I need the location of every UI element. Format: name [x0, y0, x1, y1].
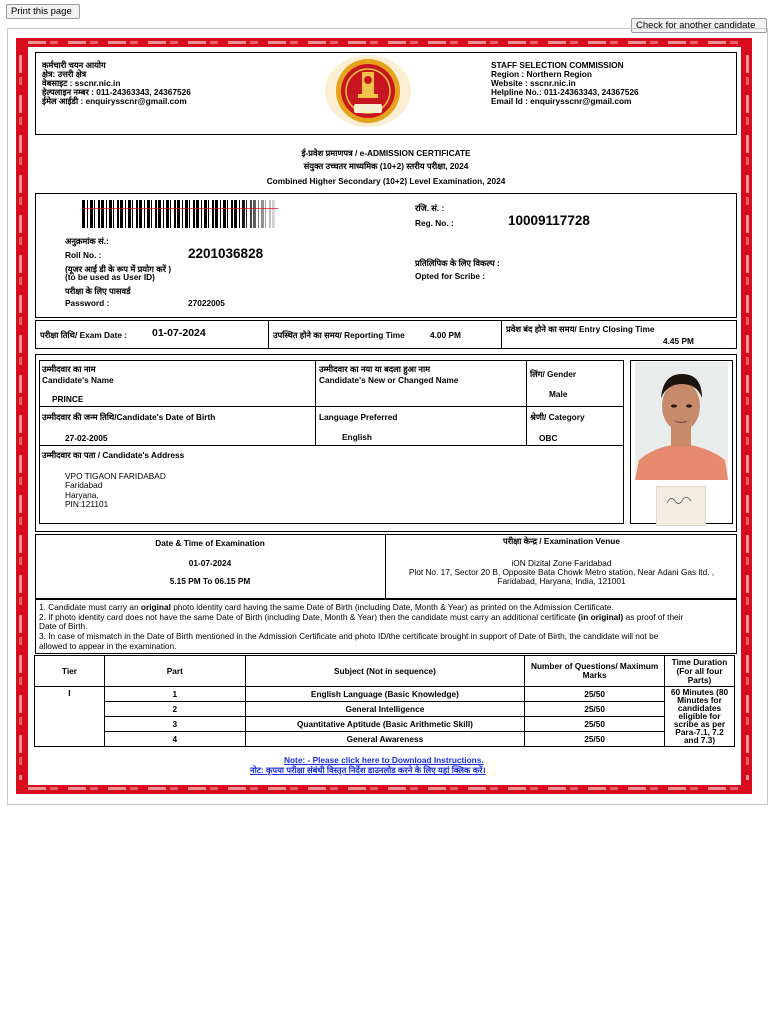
roll-no-note-english: (to be used as User ID): [65, 272, 155, 282]
candidate-name-label-hindi: उम्मीदवार का नाम: [42, 364, 96, 374]
download-instructions-link-hindi[interactable]: नोट: कृपया परीक्षा संबंधी विस्तृत निर्देश डाउनलोड करने के लिए यहां क्लिक करें।: [250, 765, 486, 775]
helpline-english: Helpline No.: 011-24363343, 24367526: [491, 87, 639, 97]
subject-cell: General Awareness: [245, 732, 525, 747]
table-header-row: [35, 656, 735, 687]
roll-no-note-hindi: (यूजर आई डी के रूप में प्रयोग करें ): [65, 264, 172, 274]
col-header-part: Part: [104, 656, 245, 687]
email-english: Email Id : enquiryssc​nr@gmail.com: [491, 96, 632, 106]
instruction-2-cont: Date of Birth.: [39, 621, 88, 631]
exam-datetime-label: Date & Time of Examination: [155, 538, 265, 548]
helpline-hindi: हेल्पलाइन नम्बर : 011-24363343, 24367526: [42, 87, 191, 97]
closing-time-label: प्रवेश बंद होने का समय/ Entry Closing Time: [506, 324, 655, 334]
col-header-tier: Tier: [35, 656, 105, 687]
password-label-hindi: परीक्षा के लिए पासवर्ड: [65, 286, 131, 296]
instruction-1: 1. Candidate must carry an original photo identity card having the same Date of Birth (including Date, Month & Year) as printed on the Admission Certificate.: [39, 602, 614, 612]
reporting-time-value: 4.00 PM: [430, 330, 461, 340]
language-value: English: [342, 432, 372, 442]
subject-cell: General Intelligence: [245, 702, 525, 717]
marks-cell: 25/50: [525, 717, 665, 732]
col-header-subject: Subject (Not in sequence): [245, 656, 525, 687]
reg-no-label-hindi: रजि. सं. :: [415, 203, 445, 213]
address-line-2: Faridabad: [65, 480, 103, 490]
org-name-english: STAFF SELECTION COMMISSION: [491, 60, 624, 70]
instruction-2: 2. If photo identity card does not have the same Date of Birth (including Date, Month & Year) then the candidate must carry an additional certificate (in original) as proof of their: [39, 612, 684, 622]
reg-no-value: 10009117728: [508, 213, 590, 228]
password-value: 27022005: [188, 298, 225, 308]
dob-value: 27-02-2005: [65, 433, 108, 443]
exam-name-english: Combined Higher Secondary (10+2) Level Examination, 2024: [266, 176, 506, 186]
exam-time-value: 5.15 PM To 06.15 PM: [169, 576, 251, 586]
table-row: [35, 702, 735, 717]
reg-no-label: Reg. No. :: [415, 218, 454, 228]
address-line-4: PIN:121101: [65, 499, 109, 509]
category-label: श्रेणी/ Category: [530, 412, 585, 422]
part-cell: 2: [104, 702, 245, 717]
closing-time-value: 4.45 PM: [663, 336, 694, 346]
barcode-fade: [240, 200, 280, 228]
instruction-3-cont: allowed to appear in the examination.: [39, 641, 177, 651]
venue-label: परीक्षा केन्द्र / Examination Venue: [503, 536, 620, 546]
cand-row-line-1: [39, 406, 624, 407]
table-row: [35, 732, 735, 747]
scribe-label: Opted for Scribe :: [415, 271, 486, 281]
timing-divider-2: [501, 320, 502, 349]
instruction-3: 3. In case of mismatch in the Date of Birth mentioned in the Admission Certificate and photo ID/the certificate brought in support of Date of Birth, the candidate will not be: [39, 631, 659, 641]
print-page-button[interactable]: Print this page: [6, 4, 80, 19]
candidate-name-value: PRINCE: [52, 394, 84, 404]
website-hindi: वेबसाइट : sscnr.nic.in: [42, 78, 121, 88]
candidate-signature: [656, 486, 706, 526]
website-english: Website : sscnr.nic.in: [491, 78, 576, 88]
region-hindi: क्षेत्र: उत्तरी क्षेत्र: [42, 69, 87, 79]
exam-date-value: 01-07-2024: [152, 327, 206, 339]
border-microtext-right: [746, 55, 749, 780]
roll-no-value: 2201036828: [188, 246, 264, 261]
part-cell: 1: [104, 687, 245, 702]
email-hindi: ईमेल आईडी : enquiryssc​nr@gmail.com: [42, 96, 187, 106]
tier-cell: I: [35, 687, 105, 747]
new-name-label: Candidate's New or Changed Name: [319, 375, 459, 385]
col-header-duration: Time Duration (For all four Parts): [665, 656, 735, 687]
scribe-label-hindi: प्रतिलिपिक के लिए विकल्प :: [415, 258, 500, 268]
part-cell: 3: [104, 717, 245, 732]
gender-value: Male: [549, 389, 568, 399]
address-line-1: VPO TIGAON FARIDABAD: [65, 471, 166, 481]
subject-cell: Quantitative Aptitude (Basic Arithmetic Skill): [245, 717, 525, 732]
exam-date-label: परीक्षा तिथि/ Exam Date :: [40, 330, 128, 340]
address-label: उम्मीदवार का पता / Candidate's Address: [42, 450, 185, 460]
roll-no-label-hindi: अनुक्रमांक सं.:: [65, 236, 109, 246]
cand-row-line-2: [39, 445, 624, 446]
download-instructions-link[interactable]: Note: - Please click here to Download Instructions.: [284, 755, 484, 765]
timing-divider-1: [268, 320, 269, 349]
table-row: [35, 717, 735, 732]
exam-name-hindi: संयुक्त उच्चतर माध्यमिक (10+2) स्तरीय परीक्षा, 2024: [303, 161, 469, 171]
category-value: OBC: [539, 433, 558, 443]
password-label: Password :: [65, 298, 110, 308]
border-microtext-bottom: [28, 787, 740, 790]
part-cell: 4: [104, 732, 245, 747]
reporting-time-label: उपस्थित होने का समय/ Reporting Time: [273, 330, 405, 340]
col-header-marks: Number of Questions/ Maximum Marks: [525, 656, 665, 687]
cand-col-line-2: [526, 360, 527, 445]
dob-label: उम्मीदवार की जन्म तिथि/Candidate's Date of Birth: [42, 412, 216, 422]
region-english: Region : Northern Region: [491, 69, 592, 79]
marks-cell: 25/50: [525, 702, 665, 717]
venue-address-line-2: Faridabad, Haryana, India, 121001: [497, 576, 626, 586]
table-row: [35, 687, 735, 702]
candidate-photo: [635, 362, 728, 480]
duration-cell: 60 Minutes (80 Minutes for candidates eligible for scribe as per Para-7.1, 7.2 and 7.3): [665, 687, 735, 747]
barcode-scan-line: [82, 208, 278, 209]
cand-col-line-1: [315, 360, 316, 445]
subject-cell: English Language (Basic Knowledge): [245, 687, 525, 702]
org-name-hindi: कर्मचारी चयन आयोग: [42, 60, 106, 70]
border-microtext-top: [28, 41, 740, 44]
venue-name: iON Dizital Zone Faridabad: [511, 558, 612, 568]
check-another-candidate-button[interactable]: Check for another candidate: [631, 18, 767, 33]
candidate-name-label: Candidate's Name: [42, 375, 114, 385]
language-label: Language Preferred: [319, 412, 398, 422]
marks-cell: 25/50: [525, 732, 665, 747]
roll-no-label: Roll No. :: [65, 250, 102, 260]
gender-label: लिंग/ Gender: [530, 369, 577, 379]
venue-address-line-1: Plot No. 17, Sector 20 B, Opposite Bata Chowk Metro station, Near Adani Gas ltd. ,: [408, 567, 715, 577]
ssc-logo: [324, 54, 412, 128]
marks-cell: 25/50: [525, 687, 665, 702]
border-microtext-left: [19, 55, 22, 780]
new-name-label-hindi: उम्मीदवार का नया या बदला हुआ नाम: [319, 364, 431, 374]
exam-schedule-table: [34, 655, 735, 747]
address-line-3: Haryana,: [65, 490, 99, 500]
exam-date-second: 01-07-2024: [188, 558, 232, 568]
certificate-title: ई-प्रवेश प्रमाणपत्र / e-ADMISSION CERTIFICATE: [301, 148, 471, 158]
